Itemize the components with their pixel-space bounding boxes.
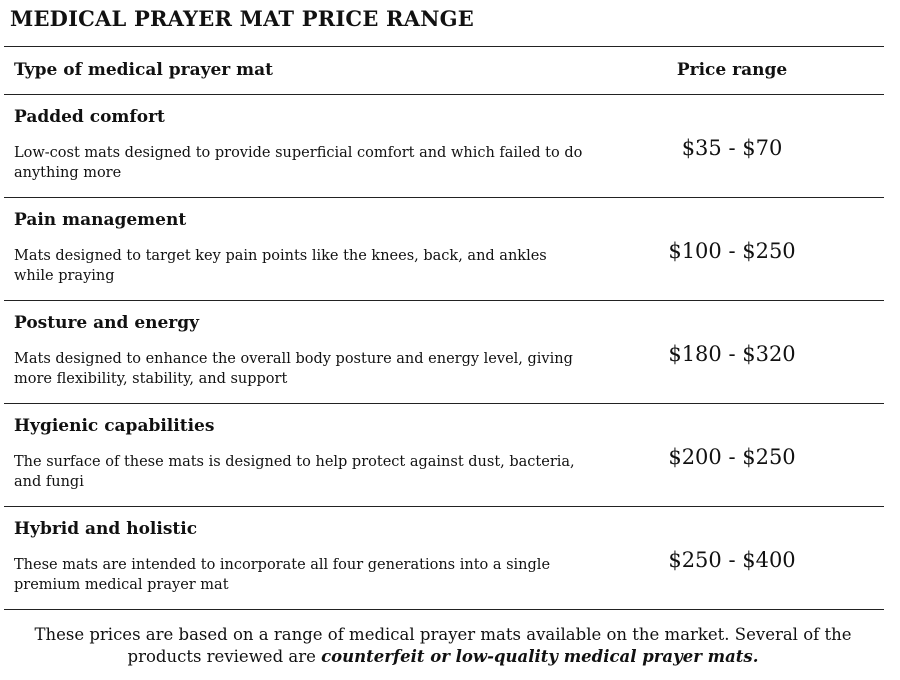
table-row <box>0 199 900 302</box>
footnote <box>0 624 886 668</box>
table-row <box>0 508 900 611</box>
mat-type-description: These mats are intended to incorporate all four generations into a single premium medical prayer mat <box>14 557 551 593</box>
mat-type-name: Hygienic capabilities <box>14 416 215 436</box>
table-row <box>0 96 900 199</box>
mat-type-description: The surface of these mats is designed to help protect against dust, bacteria, and fungi <box>14 454 575 490</box>
row-divider <box>4 506 884 507</box>
mat-price-range: $100 - $250 <box>668 238 796 263</box>
mat-type-name: Hybrid and holistic <box>14 519 198 539</box>
mat-type-description: Low-cost mats designed to provide superficial comfort and which failed to do anything more <box>14 145 583 181</box>
row-divider <box>4 197 884 198</box>
mat-price-range: $250 - $400 <box>668 547 796 572</box>
mat-price-range: $200 - $250 <box>668 444 796 469</box>
mat-type-name: Posture and energy <box>14 313 200 333</box>
price-column-header: Price range <box>676 60 788 80</box>
table-header <box>0 47 900 95</box>
row-divider <box>4 300 884 301</box>
mat-price-range: $35 - $70 <box>681 135 783 160</box>
row-divider <box>4 403 884 404</box>
footnote-emphasis: counterfeit or low-quality medical prayer mats. <box>321 647 759 666</box>
page-title: MEDICAL PRAYER MAT PRICE RANGE <box>10 6 474 31</box>
mat-type-name: Pain management <box>14 210 187 230</box>
bottom-rule <box>4 609 884 610</box>
header-rule <box>4 94 884 95</box>
type-column-header: Type of medical prayer mat <box>14 60 274 80</box>
table-row <box>0 405 900 508</box>
table-row <box>0 302 900 405</box>
mat-price-range: $180 - $320 <box>668 341 796 366</box>
mat-type-description: Mats designed to enhance the overall body posture and energy level, giving more flexibility, stability, and support <box>14 351 573 387</box>
mat-type-description: Mats designed to target key pain points like the knees, back, and ankles while praying <box>14 248 547 284</box>
mat-type-name: Padded comfort <box>14 107 165 127</box>
footnote-text: These prices are based on a range of medical prayer mats available on the market. Several of the products reviewed are <box>34 625 852 666</box>
